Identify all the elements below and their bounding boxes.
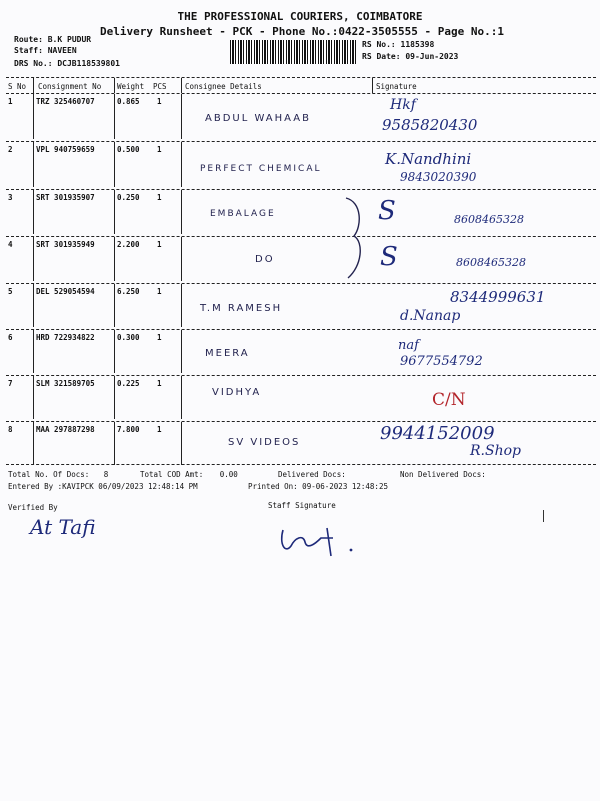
col-divider [33, 190, 34, 234]
row-rule [6, 329, 596, 330]
staff-signature-label: Staff Signature [268, 501, 336, 510]
col-divider [181, 330, 182, 373]
row2-consignee: PERFECT CHEMICAL [200, 164, 322, 174]
row1-signature-mark: Hkf [390, 97, 416, 113]
delivered-docs: Delivered Docs: [278, 470, 346, 479]
row-rule [6, 189, 596, 190]
row-rule [6, 283, 596, 284]
total-docs-value: 8 [103, 470, 109, 479]
drs-value: DCJB118539801 [57, 59, 120, 68]
total-cod-label: Total COD Amt: [140, 470, 204, 479]
row1-sno: 1 [8, 97, 13, 106]
staff-signature [275, 520, 365, 560]
row1-consignee: ABDUL WAHAAB [205, 113, 311, 124]
col-divider [33, 284, 34, 327]
row3-consignment: SRT 301935907 [36, 193, 95, 202]
col-divider [114, 142, 115, 187]
row3-sno: 3 [8, 193, 13, 202]
col-divider [181, 376, 182, 419]
row3-consignee: EMBALAGE [210, 209, 276, 219]
total-cod [140, 470, 238, 479]
row4-signature: 8608465328 [456, 256, 526, 269]
header-pcs: PCS [153, 82, 167, 91]
col-divider [114, 284, 115, 327]
row5-weight: 6.250 [117, 287, 140, 296]
row7-pcs: 1 [157, 379, 162, 388]
col-divider [33, 94, 34, 139]
row4-weight: 2.200 [117, 240, 140, 249]
rs-no-label: RS No.: [362, 40, 396, 49]
row4-signature-mark: S [380, 242, 398, 272]
total-docs [8, 470, 108, 479]
col-divider [33, 376, 34, 419]
route-row [14, 35, 91, 44]
row7-signature: C/N [432, 390, 466, 410]
row6-weight: 0.300 [117, 333, 140, 342]
row3-pcs: 1 [157, 193, 162, 202]
row7-sno: 7 [8, 379, 13, 388]
row4-sno: 4 [8, 240, 13, 249]
header-weight: Weight [117, 82, 145, 91]
col-divider [114, 94, 115, 139]
row8-sno: 8 [8, 425, 13, 434]
row2-pcs: 1 [157, 145, 162, 154]
col-divider [372, 78, 373, 93]
row5-sno: 5 [8, 287, 13, 296]
row4-pcs: 1 [157, 240, 162, 249]
table-top-rule [6, 77, 596, 78]
row8-pcs: 1 [157, 425, 162, 434]
staff-row [14, 46, 77, 55]
total-cod-value: 0.00 [219, 470, 238, 479]
row6-consignee: MEERA [205, 348, 250, 359]
row5-consignee: T.M RAMESH [200, 303, 283, 314]
row4-consignment: SRT 301935949 [36, 240, 95, 249]
row2-signature-phone: 9843020390 [400, 170, 477, 184]
row1-consignment: TRZ 325460707 [36, 97, 95, 106]
brace-mark [340, 196, 370, 280]
row8-weight: 7.800 [117, 425, 140, 434]
route-value: B.K PUDUR [47, 35, 92, 44]
row3-weight: 0.250 [117, 193, 140, 202]
row5-signature: 8344999631 [450, 288, 546, 306]
col-divider [181, 78, 182, 93]
col-divider [181, 94, 182, 139]
row1-signature: 9585820430 [382, 116, 478, 134]
row2-sno: 2 [8, 145, 13, 154]
header-consignee: Consignee Details [185, 82, 262, 91]
row7-weight: 0.225 [117, 379, 140, 388]
col-divider [114, 330, 115, 373]
header-signature: Signature [376, 82, 417, 91]
row6-signature: 9677554792 [400, 354, 483, 369]
rs-no-row [362, 40, 434, 49]
col-divider [114, 78, 115, 93]
staff-label: Staff: [14, 46, 43, 55]
header-bottom-rule [6, 93, 596, 94]
row7-consignment: SLM 321589705 [36, 379, 95, 388]
col-divider [114, 190, 115, 234]
drs-row [14, 59, 120, 68]
verified-signature: At Tafi [30, 515, 96, 539]
row1-pcs: 1 [157, 97, 162, 106]
col-divider [33, 330, 34, 373]
non-delivered-docs: Non Delivered Docs: [400, 470, 486, 479]
row8-signature-mark: R.Shop [470, 443, 521, 459]
barcode [230, 40, 356, 64]
verified-by-label: Verified By [8, 503, 58, 512]
row1-weight: 0.865 [117, 97, 140, 106]
row5-signature-mark: d.Nanap [400, 308, 461, 324]
row4-consignee: DO [255, 254, 275, 265]
row3-signature: 8608465328 [454, 213, 524, 226]
row-rule [6, 421, 596, 422]
drs-label: DRS No.: [14, 59, 53, 68]
col-divider [181, 190, 182, 234]
company-title: THE PROFESSIONAL COURIERS, COIMBATORE [177, 10, 423, 23]
col-divider [114, 422, 115, 465]
col-divider [33, 237, 34, 281]
row6-signature-mark: naf [398, 338, 419, 353]
col-divider [181, 284, 182, 327]
col-divider [114, 376, 115, 419]
row5-consignment: DEL 529054594 [36, 287, 95, 296]
rs-date-label: RS Date: [362, 52, 401, 61]
col-divider [33, 422, 34, 465]
entered-by: Entered By :KAVIPCK 06/09/2023 12:48:14 PM [8, 482, 198, 491]
runsheet-title: Delivery Runsheet - PCK - Phone No.:0422-3505555 - Page No.:1 [100, 25, 504, 38]
header-sno: S No [8, 82, 27, 91]
table-bottom-rule [6, 464, 596, 465]
col-divider [181, 142, 182, 187]
col-divider [33, 142, 34, 187]
row2-consignment: VPL 940759659 [36, 145, 95, 154]
row2-weight: 0.500 [117, 145, 140, 154]
total-docs-label: Total No. Of Docs: [8, 470, 90, 479]
row3-signature-mark: S [378, 196, 396, 226]
col-divider [114, 237, 115, 281]
rs-no-value: 1185398 [400, 40, 435, 49]
row-rule [6, 141, 596, 142]
row6-pcs: 1 [157, 333, 162, 342]
col-divider [181, 422, 182, 465]
row-rule [6, 375, 596, 376]
printed-on: Printed On: 09-06-2023 12:48:25 [248, 482, 388, 491]
header-consignment: Consignment No [38, 82, 102, 91]
route-label: Route: [14, 35, 43, 44]
row8-consignee: SV VIDEOS [228, 437, 301, 448]
rs-date-row [362, 52, 458, 61]
row-rule [6, 236, 596, 237]
rs-date-value: 09-Jun-2023 [405, 52, 459, 61]
stray-mark [543, 510, 544, 522]
row6-consignment: HRD 722934822 [36, 333, 95, 342]
col-divider [181, 237, 182, 281]
row6-sno: 6 [8, 333, 13, 342]
row7-consignee: VIDHYA [212, 387, 262, 398]
col-divider [33, 78, 34, 93]
row2-signature: K.Nandhini [385, 150, 472, 168]
row8-consignment: MAA 297887298 [36, 425, 95, 434]
row8-signature: 9944152009 [380, 423, 495, 444]
staff-value: NAVEEN [47, 46, 77, 55]
row5-pcs: 1 [157, 287, 162, 296]
